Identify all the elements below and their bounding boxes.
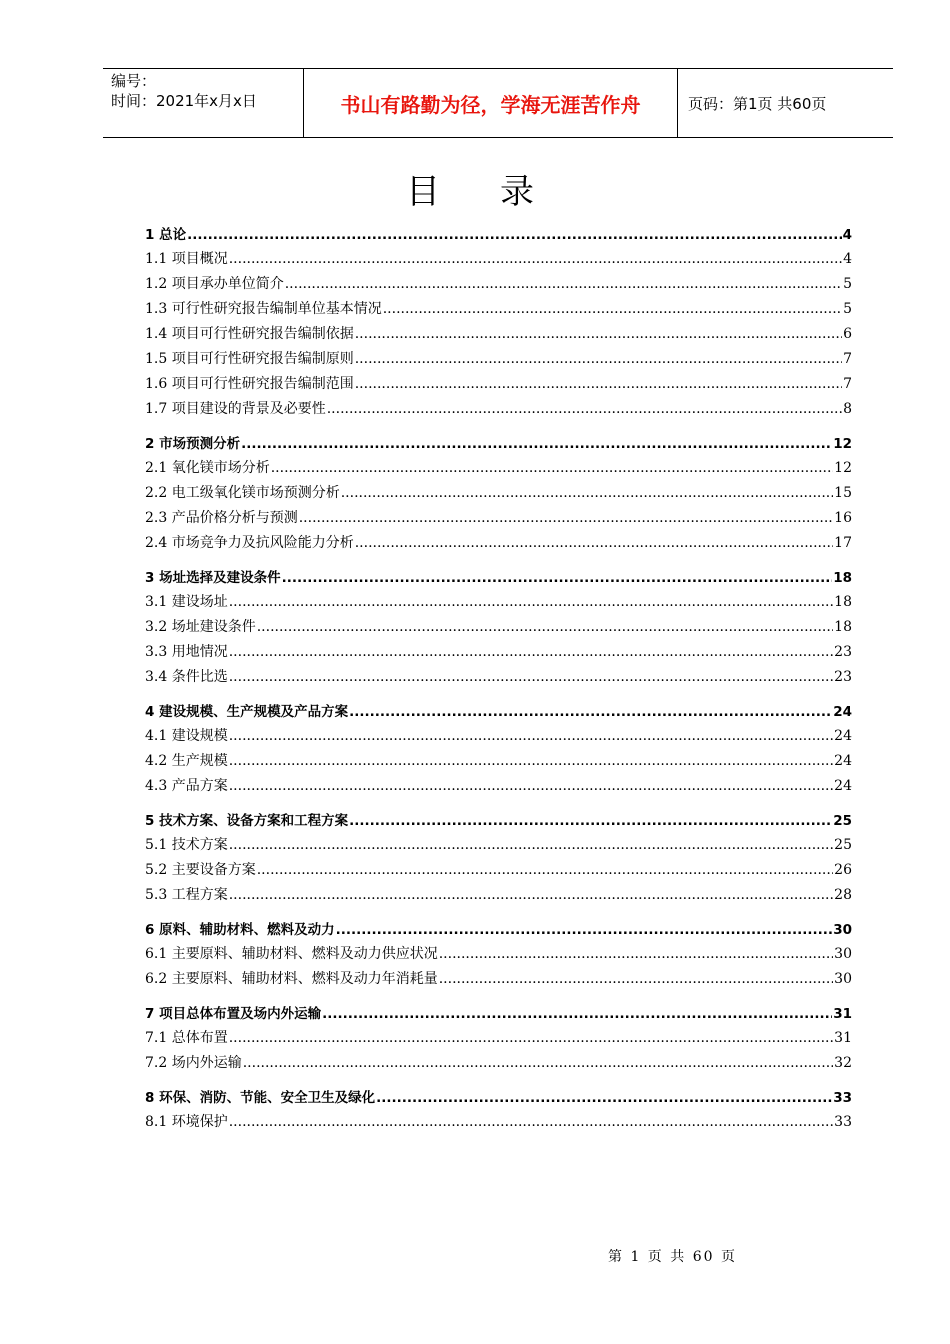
toc-entry-label: 5.3 工程方案	[145, 887, 228, 903]
toc-leader-dots	[341, 484, 833, 502]
toc-chapter-entry[interactable]	[145, 917, 852, 939]
document-header	[103, 68, 893, 138]
toc-entry-label: 1.7 项目建设的背景及必要性	[145, 401, 326, 417]
toc-entry-label: 3.4 条件比选	[145, 669, 228, 685]
toc-entry-label: 8.1 环境保护	[145, 1114, 228, 1130]
toc-leader-dots	[257, 861, 833, 879]
toc-leader-dots	[229, 836, 833, 854]
toc-leader-dots	[285, 275, 842, 293]
toc-entry-label: 2 市场预测分析	[145, 436, 241, 452]
toc-section-entry[interactable]	[145, 1050, 852, 1072]
toc-entry-label: 3.1 建设场址	[145, 594, 228, 610]
toc-section-entry[interactable]	[145, 773, 852, 795]
toc-leader-dots	[229, 250, 842, 268]
toc-chapter-entry[interactable]	[145, 1001, 852, 1023]
toc-entry-page: 17	[834, 535, 852, 551]
toc-entry-label: 3.2 场址建设条件	[145, 619, 256, 635]
toc-leader-dots	[282, 569, 833, 587]
toc-entry-page: 5	[843, 276, 852, 292]
toc-entry-page: 6	[843, 326, 852, 342]
toc-entry-page: 16	[834, 510, 852, 526]
toc-section-entry[interactable]	[145, 882, 852, 904]
toc-leader-dots	[229, 886, 833, 904]
toc-leader-dots	[349, 703, 832, 721]
toc-entry-label: 6 原料、辅助材料、燃料及动力	[145, 922, 335, 938]
toc-entry-page: 7	[843, 351, 852, 367]
toc-entry-page: 8	[843, 401, 852, 417]
toc-entry-label: 4.2 生产规模	[145, 753, 228, 769]
toc-entry-label: 8 环保、消防、节能、安全卫生及绿化	[145, 1090, 376, 1106]
toc-entry-label: 1.3 可行性研究报告编制单位基本情况	[145, 301, 382, 317]
toc-section-entry[interactable]	[145, 271, 852, 293]
toc-leader-dots	[241, 435, 832, 453]
toc-leader-dots	[376, 1089, 832, 1107]
toc-section-entry[interactable]	[145, 296, 852, 318]
toc-leader-dots	[271, 459, 833, 477]
page-footer: 第 1 页 共 60 页	[608, 1249, 737, 1265]
toc-entry-page: 31	[834, 1030, 852, 1046]
toc-entry-label: 3.3 用地情况	[145, 644, 228, 660]
toc-entry-page: 33	[833, 1090, 852, 1106]
toc-section-entry[interactable]	[145, 1025, 852, 1047]
toc-entry-page: 7	[843, 376, 852, 392]
toc-entry-page: 30	[833, 922, 852, 938]
toc-entry-page: 23	[834, 644, 852, 660]
toc-leader-dots	[355, 534, 833, 552]
toc-leader-dots	[355, 325, 842, 343]
toc-section-entry[interactable]	[145, 857, 852, 879]
toc-section-entry[interactable]	[145, 455, 852, 477]
toc-section-entry[interactable]	[145, 1109, 852, 1131]
toc-entry-label: 1.4 项目可行性研究报告编制依据	[145, 326, 354, 342]
toc-leader-dots	[187, 226, 842, 244]
toc-entry-label: 5 技术方案、设备方案和工程方案	[145, 813, 349, 829]
toc-entry-page: 18	[834, 619, 852, 635]
toc-entry-page: 18	[834, 594, 852, 610]
toc-entry-label: 1.2 项目承办单位简介	[145, 276, 284, 292]
toc-leader-dots	[229, 752, 833, 770]
document-time-label: 时间：2021年x月x日	[111, 92, 257, 110]
toc-entry-label: 5.2 主要设备方案	[145, 862, 256, 878]
toc-entry-page: 28	[834, 887, 852, 903]
toc-entry-page: 24	[834, 753, 852, 769]
toc-entry-page: 24	[834, 728, 852, 744]
toc-leader-dots	[355, 375, 842, 393]
toc-leader-dots	[229, 1029, 833, 1047]
toc-section-entry[interactable]	[145, 966, 852, 988]
toc-section-entry[interactable]	[145, 246, 852, 268]
toc-entry-label: 2.1 氧化镁市场分析	[145, 460, 270, 476]
toc-section-entry[interactable]	[145, 346, 852, 368]
toc-entry-label: 2.4 市场竞争力及抗风险能力分析	[145, 535, 354, 551]
toc-entry-label: 6.2 主要原料、辅助材料、燃料及动力年消耗量	[145, 971, 438, 987]
toc-entry-page: 30	[834, 946, 852, 962]
toc-entry-label: 4.1 建设规模	[145, 728, 228, 744]
toc-leader-dots	[229, 1113, 833, 1131]
toc-entry-label: 7 项目总体布置及场内外运输	[145, 1006, 322, 1022]
toc-entry-page: 15	[834, 485, 852, 501]
toc-leader-dots	[322, 1005, 832, 1023]
toc-entry-page: 32	[834, 1055, 852, 1071]
toc-leader-dots	[439, 970, 833, 988]
toc-entry-label: 2.3 产品价格分析与预测	[145, 510, 298, 526]
toc-leader-dots	[383, 300, 842, 318]
header-meta	[103, 69, 304, 137]
toc-entry-label: 4.3 产品方案	[145, 778, 228, 794]
toc-section-entry[interactable]	[145, 396, 852, 418]
toc-section-entry[interactable]	[145, 664, 852, 686]
header-motto: 书山有路勤为径，学海无涯苦作舟	[304, 69, 678, 137]
toc-entry-label: 1.1 项目概况	[145, 251, 228, 267]
toc-entry-page: 5	[843, 301, 852, 317]
toc-leader-dots	[229, 777, 833, 795]
toc-leader-dots	[229, 593, 833, 611]
toc-section-entry[interactable]	[145, 530, 852, 552]
toc-entry-page: 4	[842, 227, 852, 243]
toc-entry-label: 3 场址选择及建设条件	[145, 570, 281, 586]
toc-chapter-entry[interactable]	[145, 808, 852, 830]
toc-entry-page: 25	[833, 813, 852, 829]
toc-leader-dots	[299, 509, 833, 527]
toc-leader-dots	[327, 400, 842, 418]
toc-section-entry[interactable]	[145, 589, 852, 611]
toc-entry-page: 18	[833, 570, 852, 586]
toc-entry-page: 24	[833, 704, 852, 720]
document-number-label: 编号：	[111, 72, 157, 90]
toc-leader-dots	[229, 727, 833, 745]
header-page-info: 页码：第1页 共60页	[688, 94, 827, 113]
toc-section-entry[interactable]	[145, 639, 852, 661]
toc-entry-page: 23	[834, 669, 852, 685]
toc-entry-page: 4	[843, 251, 852, 267]
toc-leader-dots	[439, 945, 833, 963]
toc-chapter-entry[interactable]	[145, 222, 852, 244]
toc-section-entry[interactable]	[145, 614, 852, 636]
toc-leader-dots	[336, 921, 833, 939]
toc-leader-dots	[243, 1054, 833, 1072]
toc-section-entry[interactable]	[145, 480, 852, 502]
toc-section-entry[interactable]	[145, 832, 852, 854]
toc-chapter-entry[interactable]	[145, 1085, 852, 1107]
toc-entry-label: 7.1 总体布置	[145, 1030, 228, 1046]
toc-section-entry[interactable]	[145, 723, 852, 745]
toc-entry-label: 6.1 主要原料、辅助材料、燃料及动力供应状况	[145, 946, 438, 962]
toc-section-entry[interactable]	[145, 321, 852, 343]
toc-section-entry[interactable]	[145, 505, 852, 527]
toc-entry-label: 1.6 项目可行性研究报告编制范围	[145, 376, 354, 392]
toc-section-entry[interactable]	[145, 371, 852, 393]
toc-entry-label: 1.5 项目可行性研究报告编制原则	[145, 351, 354, 367]
toc-entry-page: 31	[833, 1006, 852, 1022]
toc-entry-label: 7.2 场内外运输	[145, 1055, 242, 1071]
toc-entry-page: 12	[833, 436, 852, 452]
toc-leader-dots	[349, 812, 832, 830]
toc-leader-dots	[355, 350, 842, 368]
toc-entry-page: 30	[834, 971, 852, 987]
toc-chapter-entry[interactable]	[145, 565, 852, 587]
toc-entry-page: 33	[834, 1114, 852, 1130]
toc-entry-label: 1 总论	[145, 227, 187, 243]
toc-leader-dots	[257, 618, 833, 636]
toc-entry-label: 5.1 技术方案	[145, 837, 228, 853]
page-title: 目录	[406, 172, 594, 212]
toc-entry-page: 24	[834, 778, 852, 794]
toc-entry-page: 25	[834, 837, 852, 853]
toc-leader-dots	[229, 643, 833, 661]
toc-section-entry[interactable]	[145, 748, 852, 770]
toc-chapter-entry[interactable]	[145, 699, 852, 721]
toc-entry-page: 26	[834, 862, 852, 878]
toc-entry-page: 12	[834, 460, 852, 476]
toc-chapter-entry[interactable]	[145, 431, 852, 453]
toc-entry-label: 2.2 电工级氧化镁市场预测分析	[145, 485, 340, 501]
toc-section-entry[interactable]	[145, 941, 852, 963]
toc-entry-label: 4 建设规模、生产规模及产品方案	[145, 704, 349, 720]
toc-leader-dots	[229, 668, 833, 686]
